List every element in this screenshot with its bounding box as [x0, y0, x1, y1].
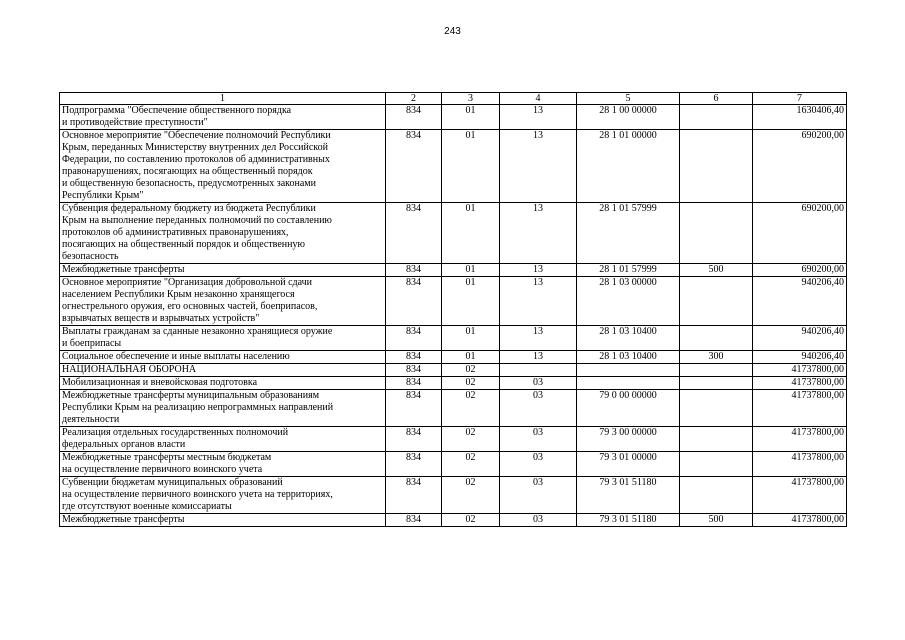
row-amount-cell: 940206,40	[753, 277, 847, 326]
row-name-cell: Основное мероприятие "Обеспечение полномочий Республики Крым, переданных Министерству внутренних дел Российской Федерации, по составлению протоколов об административных правонарушениях, посягающих на общественный порядок и общественную безопасность, предусмотренных законами Республики Крым"	[60, 130, 386, 203]
row-section-code-cell: 01	[442, 277, 500, 326]
row-grbs-code-cell: 834	[386, 105, 442, 130]
row-name-cell: Выплаты гражданам за сданные незаконно хранящиеся оружие и боеприпасы	[60, 326, 386, 351]
row-name-cell: Социальное обеспечение и иные выплаты населению	[60, 351, 386, 364]
row-section-code-cell: 01	[442, 105, 500, 130]
column-header-4: 4	[500, 93, 577, 105]
row-section-code-cell: 01	[442, 351, 500, 364]
row-section-code-cell: 01	[442, 264, 500, 277]
row-name-cell: Субвенция федеральному бюджету из бюджета Республики Крым на выполнение переданных полномочий по составлению протоколов об административных правонарушениях, посягающих на общественный порядок и общественную безопасность	[60, 203, 386, 264]
row-subsection-code-cell: 13	[500, 264, 577, 277]
row-section-code-cell: 02	[442, 377, 500, 390]
row-section-code-cell: 02	[442, 514, 500, 527]
column-header-5: 5	[577, 93, 680, 105]
row-target-article-cell: 28 1 00 00000	[577, 105, 680, 130]
row-amount-cell: 690200,00	[753, 130, 847, 203]
row-amount-cell: 1630406,40	[753, 105, 847, 130]
table-row	[60, 452, 847, 477]
table-row	[60, 277, 847, 326]
column-header-1: 1	[60, 93, 386, 105]
row-expense-type-cell	[680, 105, 753, 130]
table-row	[60, 390, 847, 427]
row-expense-type-cell	[680, 377, 753, 390]
row-subsection-code-cell: 13	[500, 351, 577, 364]
row-subsection-code-cell: 03	[500, 390, 577, 427]
column-header-7: 7	[753, 93, 847, 105]
row-expense-type-cell: 500	[680, 514, 753, 527]
row-target-article-cell: 28 1 01 57999	[577, 264, 680, 277]
row-expense-type-cell	[680, 364, 753, 377]
row-grbs-code-cell: 834	[386, 427, 442, 452]
row-expense-type-cell	[680, 452, 753, 477]
row-grbs-code-cell: 834	[386, 326, 442, 351]
row-section-code-cell: 01	[442, 326, 500, 351]
row-section-code-cell: 02	[442, 364, 500, 377]
row-section-code-cell: 01	[442, 203, 500, 264]
table-row	[60, 105, 847, 130]
row-name-cell: Реализация отдельных государственных полномочий федеральных органов власти	[60, 427, 386, 452]
row-name-cell: Межбюджетные трансферты	[60, 514, 386, 527]
row-subsection-code-cell: 03	[500, 452, 577, 477]
row-grbs-code-cell: 834	[386, 277, 442, 326]
row-grbs-code-cell: 834	[386, 390, 442, 427]
table-row	[60, 427, 847, 452]
table-row	[60, 130, 847, 203]
row-name-cell: Подпрограмма "Обеспечение общественного порядка и противодействие преступности"	[60, 105, 386, 130]
table-row	[60, 264, 847, 277]
table-row	[60, 514, 847, 527]
row-grbs-code-cell: 834	[386, 203, 442, 264]
row-amount-cell: 41737800,00	[753, 364, 847, 377]
row-target-article-cell: 79 3 00 00000	[577, 427, 680, 452]
row-amount-cell: 940206,40	[753, 326, 847, 351]
column-header-2: 2	[386, 93, 442, 105]
table-row	[60, 477, 847, 514]
row-grbs-code-cell: 834	[386, 477, 442, 514]
row-target-article-cell: 28 1 01 00000	[577, 130, 680, 203]
table-row	[60, 203, 847, 264]
column-number-header-row	[60, 93, 847, 105]
budget-table-body	[60, 93, 847, 527]
row-section-code-cell: 02	[442, 390, 500, 427]
row-amount-cell: 41737800,00	[753, 377, 847, 390]
row-section-code-cell: 02	[442, 427, 500, 452]
row-grbs-code-cell: 834	[386, 514, 442, 527]
row-name-cell: Межбюджетные трансферты	[60, 264, 386, 277]
row-subsection-code-cell: 13	[500, 130, 577, 203]
table-row	[60, 326, 847, 351]
row-expense-type-cell	[680, 427, 753, 452]
row-grbs-code-cell: 834	[386, 364, 442, 377]
row-amount-cell: 940206,40	[753, 351, 847, 364]
row-name-cell: Межбюджетные трансферты муниципальным образованиям Республики Крым на реализацию непрограммных направлений деятельности	[60, 390, 386, 427]
row-grbs-code-cell: 834	[386, 351, 442, 364]
row-subsection-code-cell: 03	[500, 377, 577, 390]
row-subsection-code-cell: 13	[500, 326, 577, 351]
row-target-article-cell: 28 1 03 00000	[577, 277, 680, 326]
row-expense-type-cell	[680, 203, 753, 264]
row-subsection-code-cell: 03	[500, 514, 577, 527]
row-name-cell: Субвенции бюджетам муниципальных образований на осуществление первичного воинского учета на территориях, где отсутствуют военные комиссариаты	[60, 477, 386, 514]
row-target-article-cell: 28 1 01 57999	[577, 203, 680, 264]
row-amount-cell: 41737800,00	[753, 514, 847, 527]
row-grbs-code-cell: 834	[386, 130, 442, 203]
row-name-cell: Межбюджетные трансферты местным бюджетам на осуществление первичного воинского учета	[60, 452, 386, 477]
row-section-code-cell: 02	[442, 477, 500, 514]
row-subsection-code-cell: 03	[500, 427, 577, 452]
column-header-6: 6	[680, 93, 753, 105]
page-number: 243	[444, 26, 461, 37]
row-grbs-code-cell: 834	[386, 377, 442, 390]
row-target-article-cell: 28 1 03 10400	[577, 351, 680, 364]
row-grbs-code-cell: 834	[386, 264, 442, 277]
row-target-article-cell: 79 0 00 00000	[577, 390, 680, 427]
table-row	[60, 351, 847, 364]
row-section-code-cell: 02	[442, 452, 500, 477]
row-target-article-cell: 79 3 01 51180	[577, 477, 680, 514]
row-expense-type-cell: 500	[680, 264, 753, 277]
row-target-article-cell: 28 1 03 10400	[577, 326, 680, 351]
row-expense-type-cell	[680, 326, 753, 351]
row-name-cell: Основное мероприятие "Организация добровольной сдачи населением Республики Крым незаконно хранящегося огнестрельного оружия, его основных частей, боеприпасов, взрывчатых веществ и взрывчатых устройств"	[60, 277, 386, 326]
row-amount-cell: 41737800,00	[753, 452, 847, 477]
row-target-article-cell: 79 3 01 51180	[577, 514, 680, 527]
row-subsection-code-cell: 13	[500, 203, 577, 264]
row-target-article-cell	[577, 377, 680, 390]
row-subsection-code-cell: 03	[500, 477, 577, 514]
row-expense-type-cell	[680, 390, 753, 427]
row-subsection-code-cell: 13	[500, 105, 577, 130]
row-amount-cell: 41737800,00	[753, 427, 847, 452]
row-amount-cell: 41737800,00	[753, 390, 847, 427]
row-subsection-code-cell	[500, 364, 577, 377]
budget-table	[59, 92, 847, 527]
table-row	[60, 377, 847, 390]
column-header-3: 3	[442, 93, 500, 105]
row-amount-cell: 690200,00	[753, 203, 847, 264]
row-target-article-cell: 79 3 01 00000	[577, 452, 680, 477]
row-name-cell: Мобилизационная и вневойсковая подготовка	[60, 377, 386, 390]
row-expense-type-cell	[680, 277, 753, 326]
row-amount-cell: 690200,00	[753, 264, 847, 277]
table-row	[60, 364, 847, 377]
row-subsection-code-cell: 13	[500, 277, 577, 326]
row-target-article-cell	[577, 364, 680, 377]
row-amount-cell: 41737800,00	[753, 477, 847, 514]
row-name-cell: НАЦИОНАЛЬНАЯ ОБОРОНА	[60, 364, 386, 377]
row-expense-type-cell	[680, 130, 753, 203]
row-expense-type-cell	[680, 477, 753, 514]
row-section-code-cell: 01	[442, 130, 500, 203]
row-expense-type-cell: 300	[680, 351, 753, 364]
row-grbs-code-cell: 834	[386, 452, 442, 477]
